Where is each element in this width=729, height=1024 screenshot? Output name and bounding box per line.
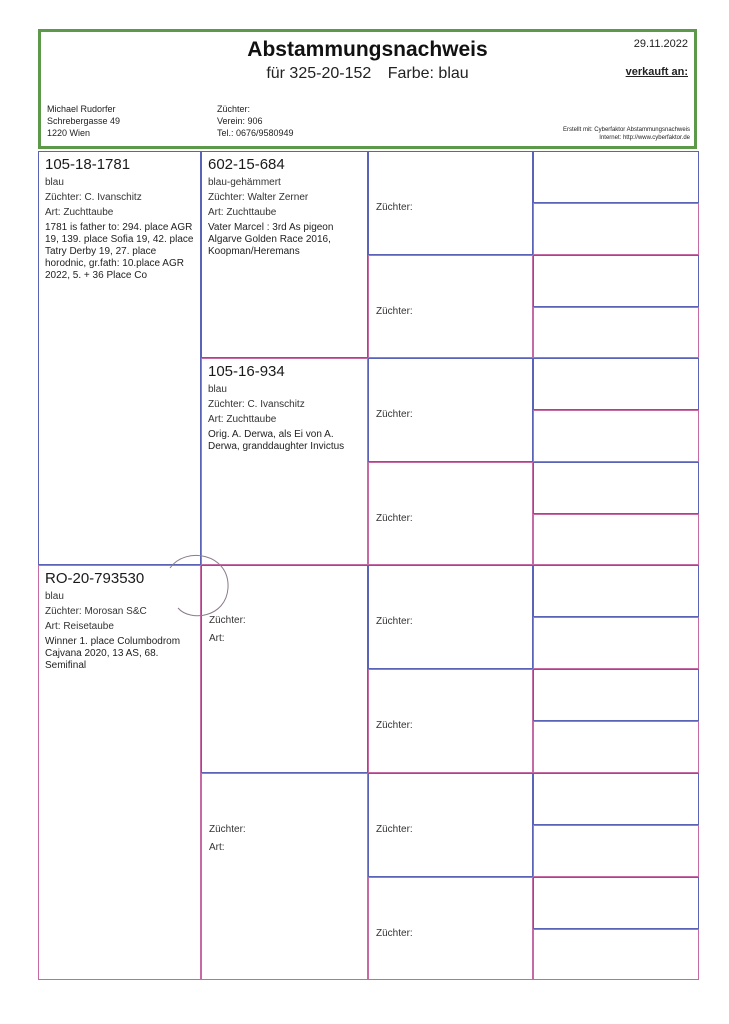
fm-ring-id: 105-16-934: [208, 363, 285, 380]
mother-breeder: Züchter: Morosan S&C: [45, 606, 147, 617]
gen3-5-breeder: Züchter:: [376, 616, 413, 627]
breeder-club: Verein: 906: [217, 116, 263, 126]
gen4-card-11: [533, 669, 699, 721]
owner-street: Schrebergasse 49: [47, 116, 121, 126]
mother-mother-card: [201, 773, 368, 980]
mf-type: Art:: [209, 633, 225, 644]
owner-address: [47, 103, 120, 139]
gen3-card-3: [368, 358, 533, 462]
owner-name: Michael Rudorfer: [47, 104, 116, 114]
fm-type: Art: Zuchttaube: [208, 414, 277, 425]
pedigree-header: [38, 29, 697, 149]
gen3-8-breeder: Züchter:: [376, 928, 413, 939]
gen4-card-10: [533, 617, 699, 669]
gen3-card-6: [368, 669, 533, 773]
gen3-card-1: [368, 151, 533, 255]
father-father-card: [201, 151, 368, 358]
ff-breeder: Züchter: Walter Zerner: [208, 192, 309, 203]
ring-number: für 325-20-152: [266, 65, 372, 82]
ff-color: blau-gehämmert: [208, 177, 281, 188]
gen4-card-12: [533, 721, 699, 773]
breeder-label: Züchter:: [217, 104, 251, 114]
pen-ring-mark: [160, 548, 240, 628]
breeder-info: [217, 103, 294, 139]
mm-breeder: Züchter:: [209, 824, 246, 835]
credit-line-2: Internet: http://www.cyberfaktor.de: [599, 135, 690, 141]
ff-ring-id: 602-15-684: [208, 156, 285, 173]
software-credit: [563, 126, 690, 142]
document-title: Abstammungsnachweis: [247, 38, 488, 61]
gen3-card-4: [368, 462, 533, 565]
sold-to-label: verkauft an:: [625, 66, 688, 78]
mm-type: Art:: [209, 842, 225, 853]
gen4-card-9: [533, 565, 699, 617]
father-note: 1781 is father to: 294. place AGR 19, 139. place Sofia 19, 42. place Tatry Derby 19, 27. place horodnic, gr.fath: 10.place AGR 2022, 5. + 36 Place Co: [45, 222, 194, 281]
owner-city: 1220 Wien: [47, 128, 91, 138]
gen3-card-8: [368, 877, 533, 980]
gen3-3-breeder: Züchter:: [376, 409, 413, 420]
gen4-card-16: [533, 929, 699, 980]
father-type: Art: Zuchttaube: [45, 207, 114, 218]
gen4-card-15: [533, 877, 699, 929]
father-card: [38, 151, 201, 565]
gen4-card-14: [533, 825, 699, 877]
fm-note: Orig. A. Derwa, als Ei von A. Derwa, granddaughter Invictus: [208, 429, 345, 452]
gen3-card-5: [368, 565, 533, 669]
gen3-1-breeder: Züchter:: [376, 202, 413, 213]
gen3-6-breeder: Züchter:: [376, 720, 413, 731]
gen4-card-6: [533, 410, 699, 462]
gen4-card-1: [533, 151, 699, 203]
mother-note: Winner 1. place Columbodrom Cajvana 2020, 13 AS, 68. Semifinal: [45, 636, 181, 671]
document-date: 29.11.2022: [633, 38, 688, 50]
gen4-card-4: [533, 307, 699, 358]
gen4-card-13: [533, 773, 699, 825]
pigeon-color: Farbe: blau: [387, 65, 469, 82]
gen3-7-breeder: Züchter:: [376, 824, 413, 835]
father-breeder: Züchter: C. Ivanschitz: [45, 192, 142, 203]
breeder-phone: Tel.: 0676/9580949: [217, 128, 294, 138]
father-ring-id: 105-18-1781: [45, 156, 131, 173]
ff-note: Vater Marcel : 3rd As pigeon Algarve Golden Race 2016, Koopman/Heremans: [208, 222, 334, 257]
mf-breeder: Züchter:: [209, 615, 246, 626]
gen4-card-2: [533, 203, 699, 255]
gen4-card-3: [533, 255, 699, 307]
fm-color: blau: [208, 384, 227, 395]
mother-type: Art: Reisetaube: [45, 621, 114, 632]
mother-ring-id: RO-20-793530: [45, 570, 145, 587]
fm-breeder: Züchter: C. Ivanschitz: [208, 399, 305, 410]
gen4-card-8: [533, 514, 699, 565]
gen3-card-2: [368, 255, 533, 358]
credit-line-1: Erstellt mit: Cyberfaktor Abstammungsnachweis: [562, 127, 690, 133]
document-subtitle: [41, 65, 694, 83]
gen3-card-7: [368, 773, 533, 877]
gen3-2-breeder: Züchter:: [376, 306, 413, 317]
gen3-4-breeder: Züchter:: [376, 513, 413, 524]
gen4-card-7: [533, 462, 699, 514]
gen4-card-5: [533, 358, 699, 410]
father-color: blau: [45, 177, 64, 188]
ff-type: Art: Zuchttaube: [208, 207, 277, 218]
father-mother-card: [201, 358, 368, 565]
mother-color: blau: [45, 591, 64, 602]
